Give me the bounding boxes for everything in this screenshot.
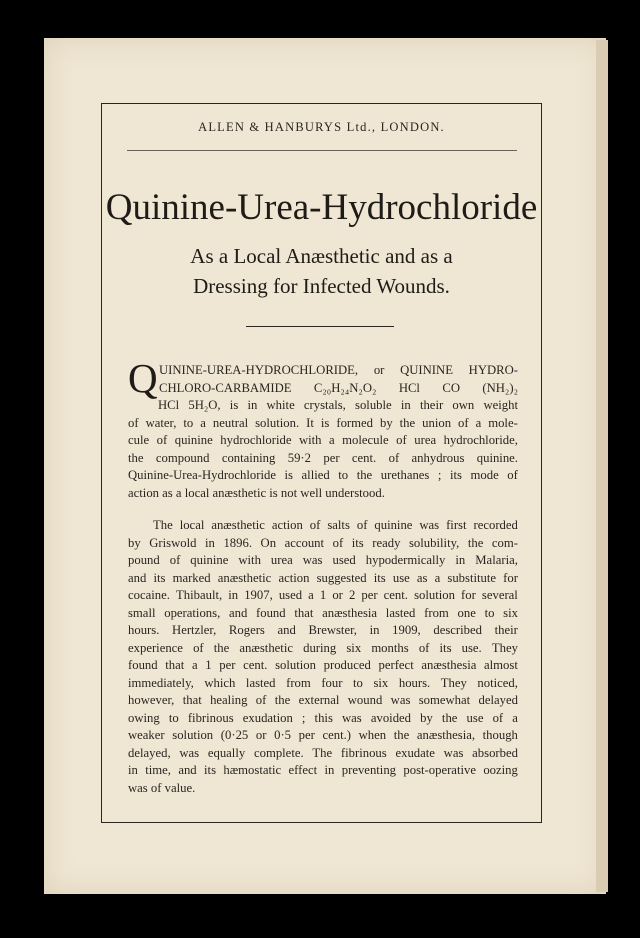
subtitle-line: Dressing for Infected Wounds. — [193, 274, 450, 298]
text-line: UININE-UREA-HYDROCHLORIDE, or QUININE HYDRO- — [159, 363, 518, 377]
publisher-header: ALLEN & HANBURYS Ltd., LONDON. — [198, 120, 445, 134]
text-line: found that a 1 per cent. solution produced perfect anæsthesia almost — [128, 658, 518, 672]
text-line: The local anæsthetic action of salts of quinine was first recorded — [153, 518, 518, 532]
text-line: experience of the anæsthetic during six months of its use. They — [128, 640, 518, 655]
page-title: Quinine-Urea-Hydrochloride — [105, 187, 538, 228]
text-line: however, that healing of the external wound was somewhat delayed — [128, 693, 518, 707]
text-line: and its marked anæsthetic action suggested its use as a substitute for — [128, 570, 518, 585]
text-line: pound of quinine with urea was used hypodermically in Malaria, — [128, 553, 518, 567]
page-edge — [596, 40, 608, 892]
text-line: Quinine-Urea-Hydrochloride is allied to the urethanes ; its mode of — [128, 468, 518, 482]
header-divider — [127, 150, 517, 151]
text-line: weaker solution (0·25 or 0·5 per cent.) when the anæsthesia, though — [128, 728, 518, 742]
text-line: HCl 5H₂O, is in white crystals, soluble in their own weight — [158, 398, 518, 412]
paragraph-1 — [128, 362, 518, 502]
text-line: cule of quinine hydrochloride with a molecule of urea hydrochloride, — [128, 433, 518, 447]
text-line: by Griswold in 1896. On account of its ready solubility, the com- — [128, 535, 518, 550]
text-line: CHLORO-CARBAMIDE C₂₀H₂₄N₂O₂ HCl CO (NH₂)₂ — [159, 380, 518, 395]
text-line: in time, and its hæmostatic effect in preventing post-operative oozing — [128, 763, 518, 777]
text-line: of water, to a neutral solution. It is formed by the union of a mole- — [128, 415, 518, 430]
text-line: action as a local anæsthetic is not well understood. — [128, 485, 385, 500]
page-subtitle — [101, 241, 542, 301]
section-divider — [246, 326, 394, 327]
text-line: hours. Hertzler, Rogers and Brewster, in 1909, described their — [128, 623, 518, 637]
drop-cap: Q — [128, 355, 158, 401]
subtitle-line: As a Local Anæsthetic and as a — [190, 244, 453, 268]
text-line: immediately, which lasted from four to six hours. They noticed, — [128, 675, 518, 690]
text-line: was of value. — [128, 780, 196, 795]
text-line: delayed, was equally complete. The fibrinous exudate was absorbed — [128, 745, 518, 760]
paragraph-2 — [128, 517, 518, 797]
text-line: small operations, and found that anæsthesia lasted from one to six — [128, 605, 518, 620]
text-line: the compound containing 59·2 per cent. of anhydrous quinine. — [128, 450, 518, 465]
text-line: cocaine. Thibault, in 1907, used a 1 or 2 per cent. solution for several — [128, 588, 518, 602]
text-line: owing to fibrinous exudation ; this was avoided by the use of a — [128, 710, 518, 725]
